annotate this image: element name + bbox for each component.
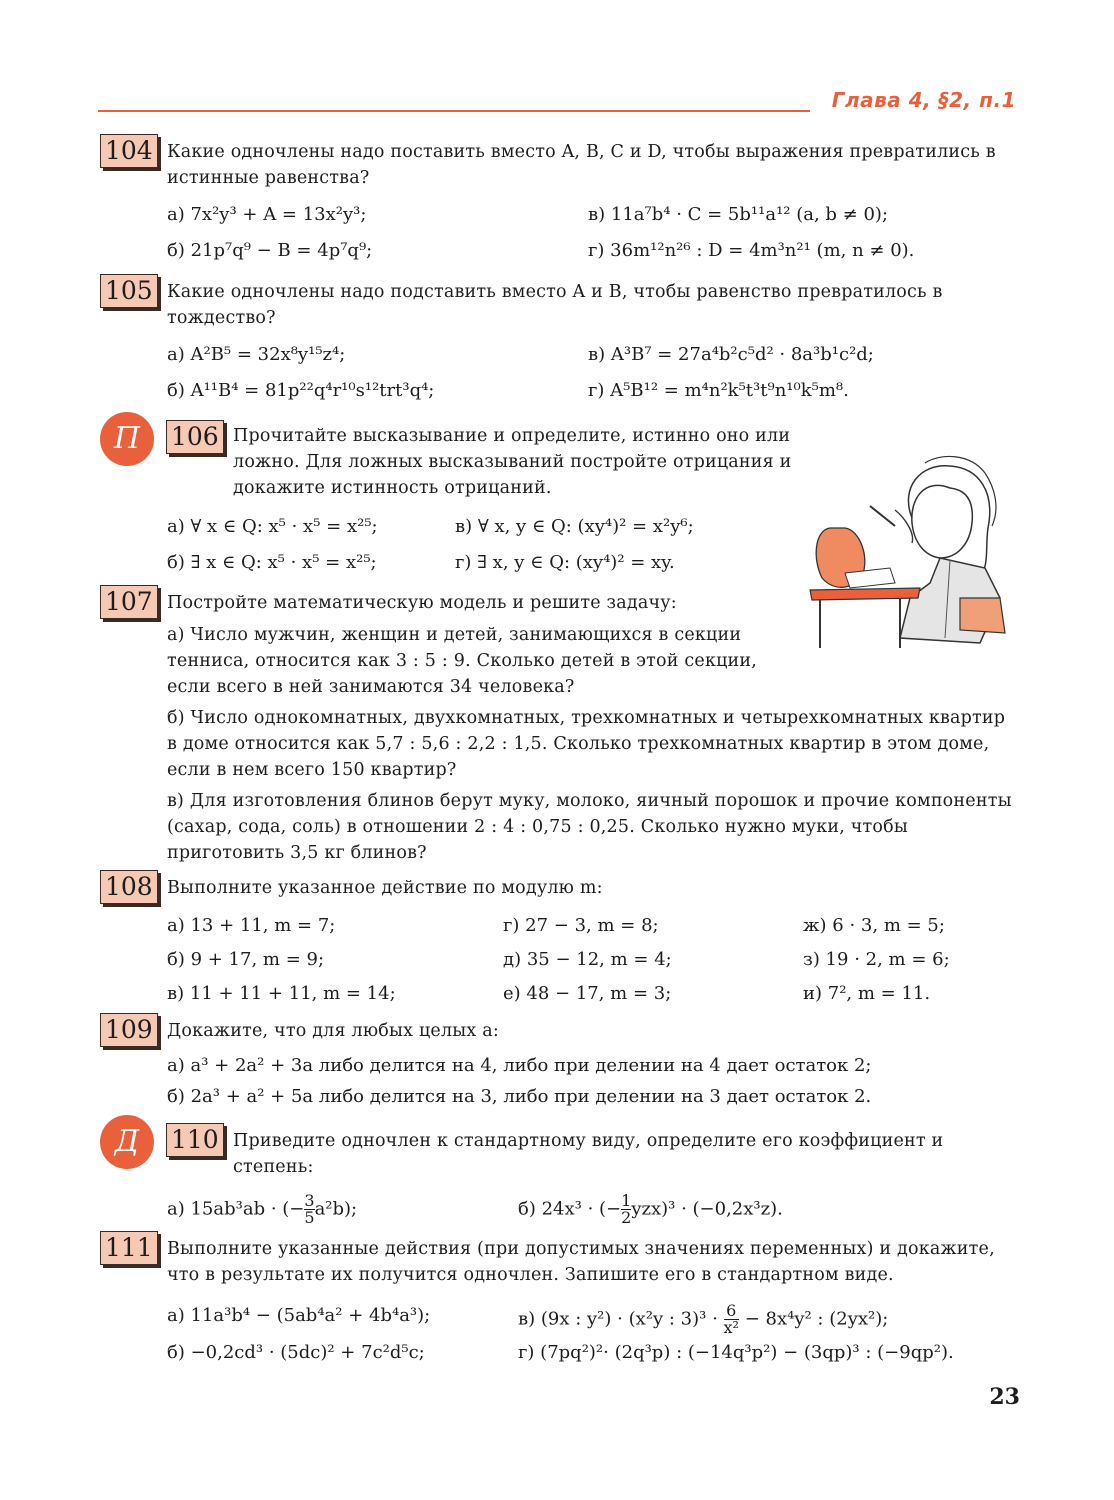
item-a: а) Число мужчин, женщин и детей, занимающихся в секции тенниса, относится как 3 : 5 : 9. Сколько детей в этой секции, если всего в ней занимаются 34 человека? (167, 625, 758, 697)
item-a: а) 11a³b⁴ − (5ab⁴a² + 4b⁴a³); (167, 1305, 431, 1326)
problem-number: 111 (100, 1231, 158, 1265)
problem-111 (100, 1231, 1020, 1371)
fraction-den: x² (723, 1318, 739, 1337)
fraction-den: 2 (621, 1208, 632, 1227)
problem-104 (100, 134, 1020, 274)
problem-105 (100, 274, 1020, 414)
item-b: б) ∃ x ∈ Q: x⁵ · x⁵ = x²⁵; (167, 552, 377, 573)
badge-d: Д (100, 1115, 154, 1169)
item-a-post: a²b); (314, 1198, 358, 1220)
problem-text: Прочитайте высказывание и определите, истинно оно или ложно. Для ложных высказываний постройте отрицания и докажите истинность отрицаний. (233, 426, 792, 498)
problem-110 (100, 1115, 1020, 1230)
fraction-num: 6 (726, 1301, 737, 1320)
problem-number: 110 (166, 1123, 224, 1157)
item-v: в) 11a⁷b⁴ · C = 5b¹¹a¹² (a, b ≠ 0); (588, 204, 889, 225)
item-z: з) 19 · 2, m = 6; (803, 949, 950, 970)
item-v-pre: в) (9x : y²) · (x²y : 3)³ · (518, 1308, 718, 1330)
problem-107 (100, 585, 1020, 870)
problem-text: Приведите одночлен к стандартному виду, определите его коэффициент и степень: (233, 1131, 944, 1177)
problem-number: 109 (100, 1013, 158, 1047)
problem-number: 106 (166, 420, 224, 454)
fraction (621, 1193, 631, 1226)
problem-text: Выполните указанные действия (при допустимых значениях переменных) и докажите, что в результате их получится одночлен. Запишите его в стандартном виде. (167, 1239, 995, 1285)
item-i: и) 7², m = 11. (803, 983, 931, 1004)
problem-108 (100, 870, 1020, 1010)
item-a: а) 7x²y³ + A = 13x²y³; (167, 204, 367, 225)
item-a: а) a³ + 2a² + 3a либо делится на 4, либо при делении на 4 дает остаток 2; (167, 1055, 872, 1076)
item-b: б) 9 + 17, m = 9; (167, 949, 325, 970)
problem-text: Выполните указанное действие по модулю m: (167, 878, 603, 898)
item-b-post: yzx)³ · (−0,2x³z). (631, 1198, 783, 1220)
item-b: б) 2a³ + a² + 5a либо делится на 3, либо при делении на 3 дает остаток 2. (167, 1086, 872, 1107)
item-d: д) 35 − 12, m = 4; (503, 949, 672, 970)
item-v: в) Для изготовления блинов берут муку, молоко, яичный порошок и прочие компоненты (сахар, сода, соль) в отношении 2 : 4 : 0,75 : 0,25. Сколько нужно муки, чтобы приготовить 3,5 кг блинов? (167, 791, 1012, 863)
problem-text: Постройте математическую модель и решите задачу: (167, 593, 677, 613)
chapter-header (98, 88, 1018, 118)
item-zh: ж) 6 · 3, m = 5; (803, 915, 945, 936)
problem-number: 107 (100, 585, 158, 619)
item-g: г) ∃ x, y ∈ Q: (xy⁴)² = xy. (455, 552, 675, 573)
chapter-title: Глава 4, §2, п.1 (831, 88, 1016, 112)
page-number: 23 (989, 1384, 1020, 1410)
item-b-pre: б) 24x³ · (− (518, 1198, 622, 1220)
item-b: б) A¹¹B⁴ = 81p²²q⁴r¹⁰s¹²trt³q⁴; (167, 380, 435, 401)
problem-109 (100, 1013, 1020, 1113)
problem-text: Докажите, что для любых целых a: (167, 1021, 499, 1041)
fraction (724, 1303, 739, 1336)
item-a-pre: а) 15ab³ab · (− (167, 1198, 305, 1220)
item-a: а) A²B⁵ = 32x⁸y¹⁵z⁴; (167, 344, 346, 365)
problem-number: 108 (100, 870, 158, 904)
item-g: г) 36m¹²n²⁶ : D = 4m³n²¹ (m, n ≠ 0). (588, 240, 915, 261)
item-g: г) (7pq²)²· (2q³p) : (−14q³p²) − (3qp)³ : (−9qp²). (518, 1342, 954, 1363)
item-a: а) ∀ x ∈ Q: x⁵ · x⁵ = x²⁵; (167, 516, 378, 537)
fraction-num: 3 (304, 1191, 315, 1210)
fraction-num: 1 (621, 1191, 632, 1210)
item-e: е) 48 − 17, m = 3; (503, 983, 672, 1004)
item-a (167, 1193, 357, 1226)
item-b: б) 21p⁷q⁹ − B = 4p⁷q⁹; (167, 240, 373, 261)
item-b (518, 1193, 783, 1226)
item-g: г) A⁵B¹² = m⁴n²k⁵t³t⁹n¹⁰k⁵m⁸. (588, 380, 849, 401)
item-v (518, 1303, 888, 1336)
badge-p: П (100, 412, 154, 466)
problem-text: Какие одночлены надо подставить вместо A и B, чтобы равенство превратилось в тождество? (167, 282, 943, 328)
item-a: а) 13 + 11, m = 7; (167, 915, 336, 936)
fraction (304, 1193, 314, 1226)
item-b: б) −0,2cd³ · (5dc)² + 7c²d⁵c; (167, 1342, 425, 1363)
item-v: в) 11 + 11 + 11, m = 14; (167, 983, 396, 1004)
item-v: в) A³B⁷ = 27a⁴b²c⁵d² · 8a³b¹c²d; (588, 344, 874, 365)
header-rule (98, 110, 810, 112)
item-v-post: − 8x⁴y² : (2yx²); (744, 1308, 889, 1330)
item-g: г) 27 − 3, m = 8; (503, 915, 659, 936)
item-b: б) Число однокомнатных, двухкомнатных, трехкомнатных и четырехкомнатных квартир в доме относится как 5,7 : 5,6 : 2,2 : 1,5. Сколько трехкомнатных квартир в этом доме, если в нем всего 150 квартир? (167, 708, 1006, 780)
fraction-den: 5 (304, 1208, 315, 1227)
problem-number: 105 (100, 274, 158, 308)
item-v: в) ∀ x, y ∈ Q: (xy⁴)² = x²y⁶; (455, 516, 694, 537)
problem-text: Какие одночлены надо поставить вместо A, B, C и D, чтобы выражения превратились в истинные равенства? (167, 142, 996, 188)
problem-number: 104 (100, 134, 158, 168)
